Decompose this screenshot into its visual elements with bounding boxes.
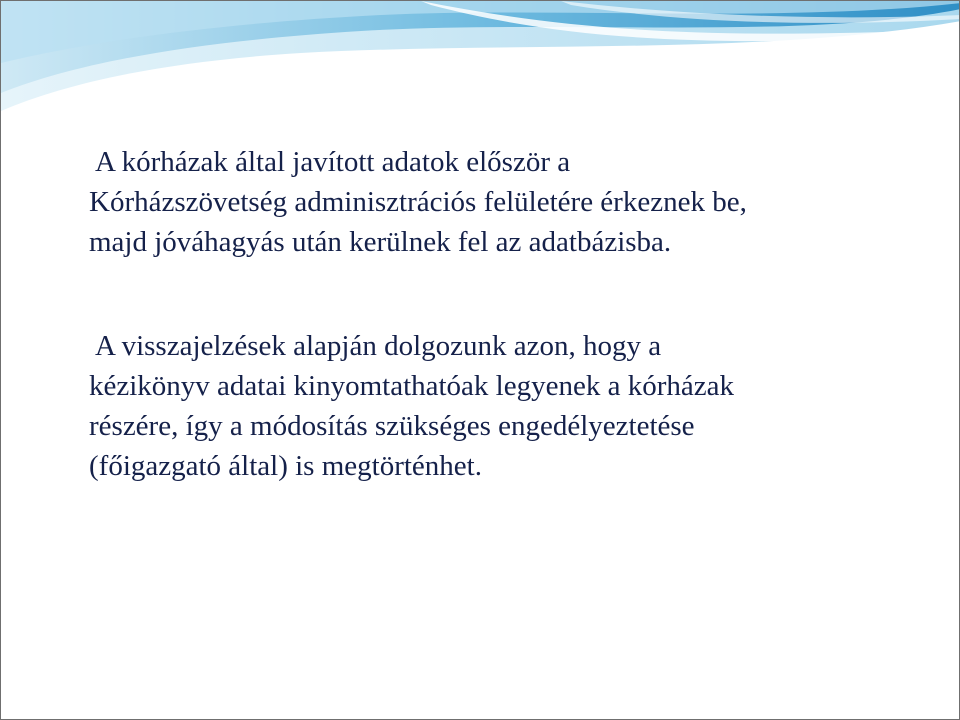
- paragraph-2-line-1: A visszajelzések alapján dolgozunk azon, hogy a: [95, 330, 662, 362]
- paragraph-1-line-2: Kórházszövetség adminisztrációs felületére érkeznek be,: [89, 186, 747, 218]
- paragraph-printable-manual: [89, 326, 889, 486]
- paragraph-2-line-4: (főigazgató által) is megtörténhet.: [89, 450, 482, 482]
- header-wave-decoration: [1, 1, 960, 121]
- paragraph-2-line-2: kézikönyv adatai kinyomtathatóak legyenek a kórházak: [89, 370, 734, 402]
- paragraph-hospital-data-flow: [89, 142, 889, 262]
- paragraph-1-line-3: majd jóváhagyás után kerülnek fel az adatbázisba.: [89, 226, 672, 258]
- paragraph-1-line-1: A kórházak által javított adatok először a: [95, 146, 571, 178]
- paragraph-2-line-3: részére, így a módosítás szükséges engedélyeztetése: [89, 410, 695, 442]
